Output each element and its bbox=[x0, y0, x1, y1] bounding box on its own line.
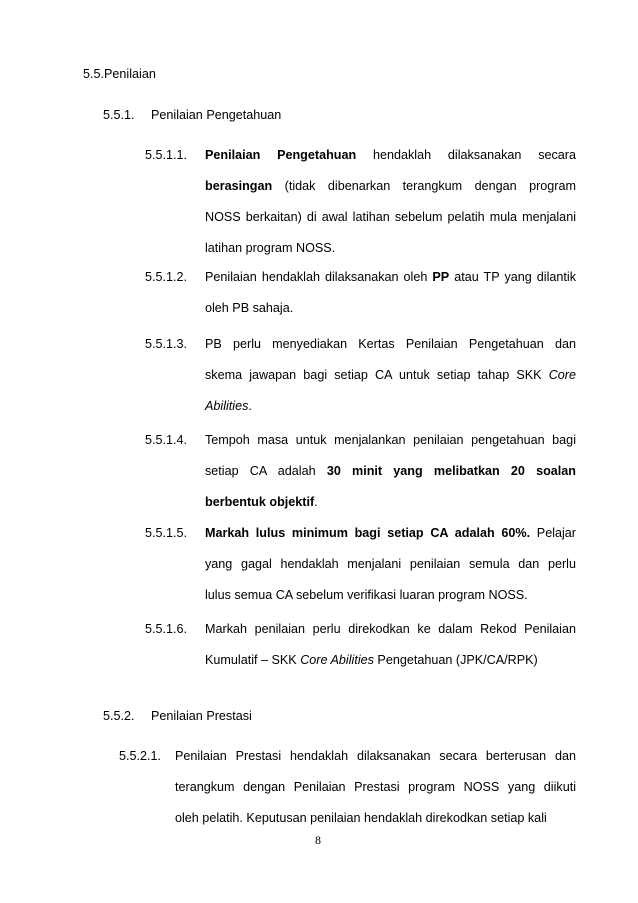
subsection-number: 5.5.1. bbox=[103, 108, 135, 122]
item-text bbox=[205, 425, 576, 518]
text-run: . bbox=[248, 399, 252, 413]
subsection-title: Penilaian Pengetahuan bbox=[151, 108, 282, 122]
item-text bbox=[205, 518, 576, 611]
text-line bbox=[205, 140, 576, 171]
text-run: PB perlu menyediakan Kertas Penilaian Pengetahuan dan bbox=[205, 337, 576, 351]
text-line bbox=[175, 741, 576, 772]
subsection-heading-1 bbox=[103, 108, 281, 122]
text-run: skema jawapan bagi setiap CA untuk setiap tahap SKK bbox=[205, 368, 549, 382]
text-line bbox=[205, 262, 576, 293]
text-line bbox=[205, 391, 576, 422]
text-run: oleh pelatih. Keputusan penilaian hendaklah direkodkan setiap kali bbox=[175, 811, 547, 825]
subsection-heading-2 bbox=[103, 709, 252, 723]
text-line bbox=[205, 456, 576, 487]
text-line bbox=[205, 580, 576, 611]
text-run: Tempoh masa untuk menjalankan penilaian pengetahuan bagi bbox=[205, 433, 576, 447]
text-run: PP bbox=[432, 270, 450, 284]
text-line bbox=[205, 645, 576, 676]
item-number: 5.5.1.4. bbox=[145, 433, 188, 447]
text-run: Markah penilaian perlu direkodkan ke dalam Rekod Penilaian bbox=[205, 622, 576, 636]
text-run: latihan program NOSS. bbox=[205, 241, 336, 255]
text-run: berbentuk objektif bbox=[205, 495, 315, 509]
text-run: Pelajar bbox=[530, 526, 576, 540]
item-number: 5.5.1.2. bbox=[145, 270, 188, 284]
text-line bbox=[205, 518, 576, 549]
text-line bbox=[205, 614, 576, 645]
text-run: 30 minit yang melibatkan 20 soalan bbox=[326, 464, 576, 478]
text-line bbox=[205, 360, 576, 391]
text-run: Penilaian Prestasi hendaklah dilaksanakan secara berterusan dan bbox=[175, 749, 576, 763]
item-number: 5.5.1.5. bbox=[145, 526, 188, 540]
item-text bbox=[205, 140, 576, 264]
subsection-title: Penilaian Prestasi bbox=[151, 709, 252, 723]
item-number: 5.5.1.1. bbox=[145, 148, 188, 162]
text-run: Kumulatif – SKK bbox=[205, 653, 301, 667]
text-line bbox=[205, 202, 576, 233]
text-run: NOSS berkaitan) di awal latihan sebelum pelatih mula menjalani bbox=[205, 210, 576, 224]
item-number: 5.5.1.3. bbox=[145, 337, 188, 351]
text-run: oleh PB sahaja. bbox=[205, 301, 294, 315]
item-text bbox=[205, 329, 576, 422]
text-line bbox=[205, 487, 576, 518]
text-line bbox=[175, 803, 576, 834]
text-run: (tidak dibenarkan terangkum dengan program bbox=[272, 179, 576, 193]
text-run: Penilaian Pengetahuan bbox=[205, 148, 357, 162]
text-run: . bbox=[314, 495, 318, 509]
text-run: Pengetahuan (JPK/CA/RPK) bbox=[373, 653, 538, 667]
text-run: yang gagal hendaklah menjalani penilaian semula dan perlu bbox=[205, 557, 576, 571]
text-run: Core bbox=[548, 368, 576, 382]
item-text bbox=[175, 741, 576, 834]
section-heading bbox=[83, 67, 156, 81]
item-text bbox=[205, 614, 576, 676]
item-number: 5.5.1.6. bbox=[145, 622, 188, 636]
item-text bbox=[205, 262, 576, 324]
text-line bbox=[205, 233, 576, 264]
text-run: hendaklah dilaksanakan secara bbox=[356, 148, 576, 162]
text-run: berasingan bbox=[205, 179, 273, 193]
subsection-number: 5.5.2. bbox=[103, 709, 135, 723]
text-line bbox=[175, 772, 576, 803]
text-line bbox=[205, 549, 576, 580]
page-number: 8 bbox=[315, 833, 321, 847]
text-run: Core Abilities bbox=[300, 653, 374, 667]
text-line bbox=[205, 329, 576, 360]
text-line bbox=[205, 293, 576, 324]
text-run: terangkum dengan Penilaian Prestasi program NOSS yang diikuti bbox=[175, 780, 576, 794]
item-number: 5.5.2.1. bbox=[119, 749, 162, 763]
section-number: 5.5. bbox=[83, 67, 105, 81]
text-run: Penilaian hendaklah dilaksanakan oleh bbox=[205, 270, 433, 284]
text-line bbox=[205, 425, 576, 456]
section-title: Penilaian bbox=[104, 67, 156, 81]
text-run: atau TP yang dilantik bbox=[449, 270, 576, 284]
text-line bbox=[205, 171, 576, 202]
text-run: setiap CA adalah bbox=[205, 464, 327, 478]
text-run: lulus semua CA sebelum verifikasi luaran program NOSS. bbox=[205, 588, 528, 602]
text-run: Abilities bbox=[205, 399, 249, 413]
text-run: Markah lulus minimum bagi setiap CA adalah 60%. bbox=[205, 526, 531, 540]
